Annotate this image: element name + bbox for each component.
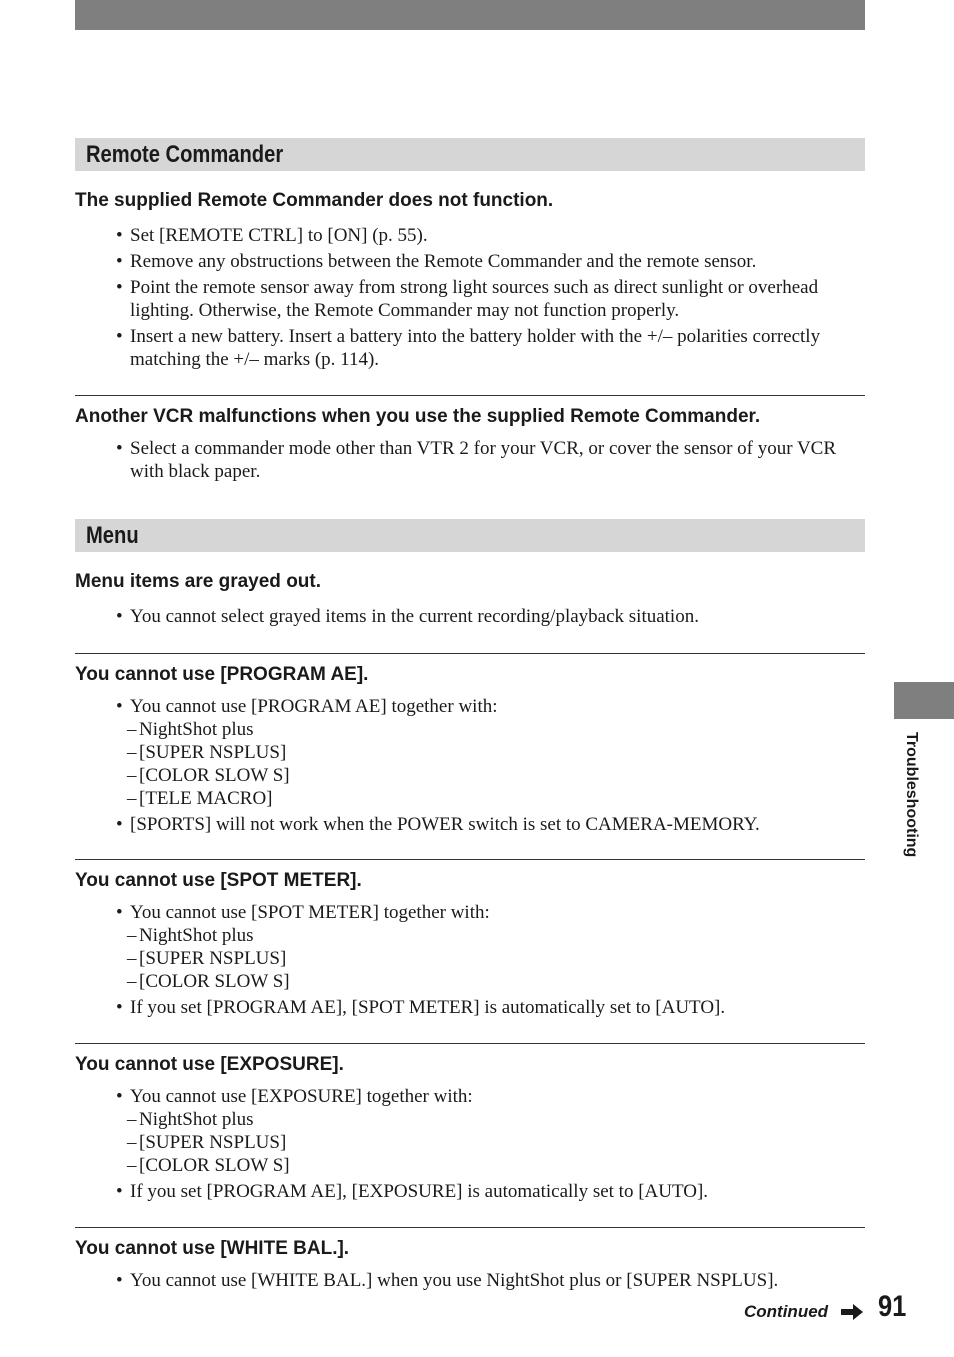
- sub-list-item: – [SUPER NSPLUS]: [127, 742, 287, 763]
- list-item: • Insert a new battery. Insert a battery into the battery holder with the +/– polarities correctly matching the +/– marks (p. 114).: [116, 325, 866, 371]
- section-title: Menu: [86, 522, 139, 549]
- answer-list: [116, 437, 866, 486]
- list-item: • You cannot use [WHITE BAL.] when you use NightShot plus or [SUPER NSPLUS].: [116, 1269, 866, 1292]
- right-arrow-icon: [840, 1303, 864, 1321]
- list-item: [116, 695, 866, 810]
- list-item-text: You cannot use [EXPOSURE] together with:: [130, 1086, 473, 1107]
- answer-list: [116, 224, 866, 374]
- continued-label: Continued: [744, 1302, 829, 1321]
- sub-list-item: – [SUPER NSPLUS]: [127, 1132, 287, 1153]
- list-item: • You cannot select grayed items in the current recording/playback situation.: [116, 605, 866, 628]
- answer-list: [116, 1085, 866, 1206]
- sub-list-item: – NightShot plus: [127, 719, 254, 740]
- side-tab-marker: [894, 682, 954, 719]
- question-heading: Menu items are grayed out.: [75, 571, 322, 592]
- sub-list-item: – [COLOR SLOW S]: [127, 1155, 290, 1176]
- divider: [75, 859, 865, 860]
- question-heading: You cannot use [SPOT METER].: [75, 870, 362, 891]
- question-heading: You cannot use [WHITE BAL.].: [75, 1238, 350, 1259]
- list-item: • Select a commander mode other than VTR 2 for your VCR, or cover the sensor of your VCR with black paper.: [116, 437, 866, 483]
- divider: [75, 1227, 865, 1228]
- list-item: [116, 901, 866, 993]
- list-item-text: You cannot use [SPOT METER] together with:: [130, 902, 490, 923]
- sub-list: [127, 1108, 866, 1177]
- sub-list-item: – NightShot plus: [127, 1109, 254, 1130]
- divider: [75, 1043, 865, 1044]
- list-item: • If you set [PROGRAM AE], [EXPOSURE] is automatically set to [AUTO].: [116, 1180, 866, 1203]
- sub-list: [127, 718, 866, 810]
- sub-list-item-text: NightShot plus: [139, 719, 254, 740]
- list-item: • [SPORTS] will not work when the POWER switch is set to CAMERA-MEMORY.: [116, 813, 866, 836]
- sub-list-item: – [COLOR SLOW S]: [127, 765, 290, 786]
- question-heading: You cannot use [EXPOSURE].: [75, 1054, 344, 1075]
- list-item: • Remove any obstructions between the Remote Commander and the remote sensor.: [116, 250, 866, 273]
- list-item-text: You cannot use [PROGRAM AE] together with:: [130, 696, 498, 717]
- divider: [75, 395, 865, 396]
- divider: [75, 653, 865, 654]
- section-header-remote-commander: [75, 138, 865, 171]
- sub-list-item-text: [COLOR SLOW S]: [139, 1155, 290, 1176]
- question-heading: The supplied Remote Commander does not function.: [75, 190, 554, 211]
- side-tab-label: Troubleshooting: [903, 732, 920, 858]
- sub-list-item-text: [SUPER NSPLUS]: [139, 948, 287, 969]
- list-item: [116, 1085, 866, 1177]
- question-heading: You cannot use [PROGRAM AE].: [75, 664, 369, 685]
- sub-list-item-text: [SUPER NSPLUS]: [139, 742, 287, 763]
- sub-list: [127, 924, 866, 993]
- sub-list-item-text: [COLOR SLOW S]: [139, 971, 290, 992]
- sub-list-item-text: [COLOR SLOW S]: [139, 765, 290, 786]
- sub-list-item-text: [SUPER NSPLUS]: [139, 1132, 287, 1153]
- sub-list-item: – NightShot plus: [127, 925, 254, 946]
- question-heading: Another VCR malfunctions when you use the supplied Remote Commander.: [75, 406, 761, 427]
- list-item: • Set [REMOTE CTRL] to [ON] (p. 55).: [116, 224, 866, 247]
- sub-list-item-text: NightShot plus: [139, 925, 254, 946]
- answer-list: [116, 605, 866, 631]
- list-item: • If you set [PROGRAM AE], [SPOT METER] is automatically set to [AUTO].: [116, 996, 866, 1019]
- section-header-menu: [75, 519, 865, 552]
- sub-list-item: – [SUPER NSPLUS]: [127, 948, 287, 969]
- section-title: Remote Commander: [86, 141, 284, 168]
- answer-list: [116, 901, 866, 1022]
- list-item: • Point the remote sensor away from strong light sources such as direct sunlight or overhead lighting. Otherwise, the Remote Commander may not function properly.: [116, 276, 866, 322]
- sub-list-item: – [TELE MACRO]: [127, 788, 273, 809]
- page-number: 91: [878, 1290, 907, 1323]
- sub-list-item-text: [TELE MACRO]: [139, 788, 273, 809]
- answer-list: [116, 695, 866, 839]
- sub-list-item-text: NightShot plus: [139, 1109, 254, 1130]
- answer-list: [116, 1269, 866, 1295]
- top-header-bar: [75, 0, 865, 30]
- sub-list-item: – [COLOR SLOW S]: [127, 971, 290, 992]
